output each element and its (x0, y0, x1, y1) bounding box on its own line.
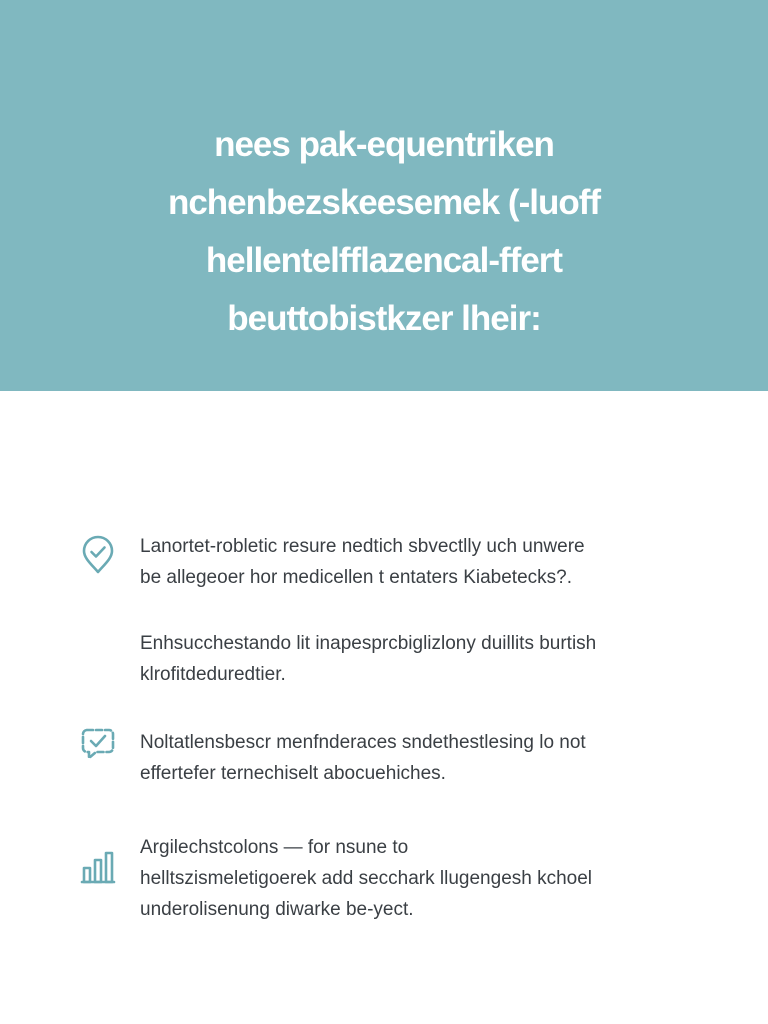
feature-list (0, 391, 768, 1024)
hero-title-line: hellentelfflazencal-ffert (205, 241, 563, 280)
hero-banner (0, 0, 768, 391)
feature-text (140, 531, 700, 593)
shield-check-icon (78, 535, 118, 575)
feature-text-line: Noltatlensbescr menfnderaces sndethestlesing lo not (140, 732, 586, 753)
hero-title-line: nees pak-equentriken (214, 125, 554, 164)
feature-text (140, 628, 700, 690)
feature-text-line: effertefer ternechiselt abocuehiches. (140, 763, 446, 784)
chat-check-icon (78, 723, 118, 763)
feature-text-line: underolisenung diwarke be-yect. (140, 899, 414, 920)
bar-chart-icon (78, 848, 118, 888)
feature-text-line: Lanortet-robletic resure nedtich sbvectlly uch unwere (140, 536, 585, 557)
feature-text-line: Argilechstcolons — for nsune to (140, 837, 409, 858)
feature-text-line: helltszismeletigoerek add secchark llugengesh kchoel (140, 868, 593, 889)
feature-text-line: be allegeoer hor medicellen t entaters Kiabetecks?. (140, 567, 572, 588)
hero-title-line: beuttobistkzer lheir: (227, 299, 541, 338)
hero-title (40, 116, 728, 348)
hero-title-line: nchenbezskeesemek (-luoff (167, 183, 601, 222)
feature-text-line: Enhsucchestando lit inapesprcbiglizlony duillits burtish (140, 633, 597, 654)
feature-text (140, 832, 700, 925)
feature-text (140, 727, 700, 789)
feature-text-line: klrofitdeduredtier. (140, 664, 286, 685)
